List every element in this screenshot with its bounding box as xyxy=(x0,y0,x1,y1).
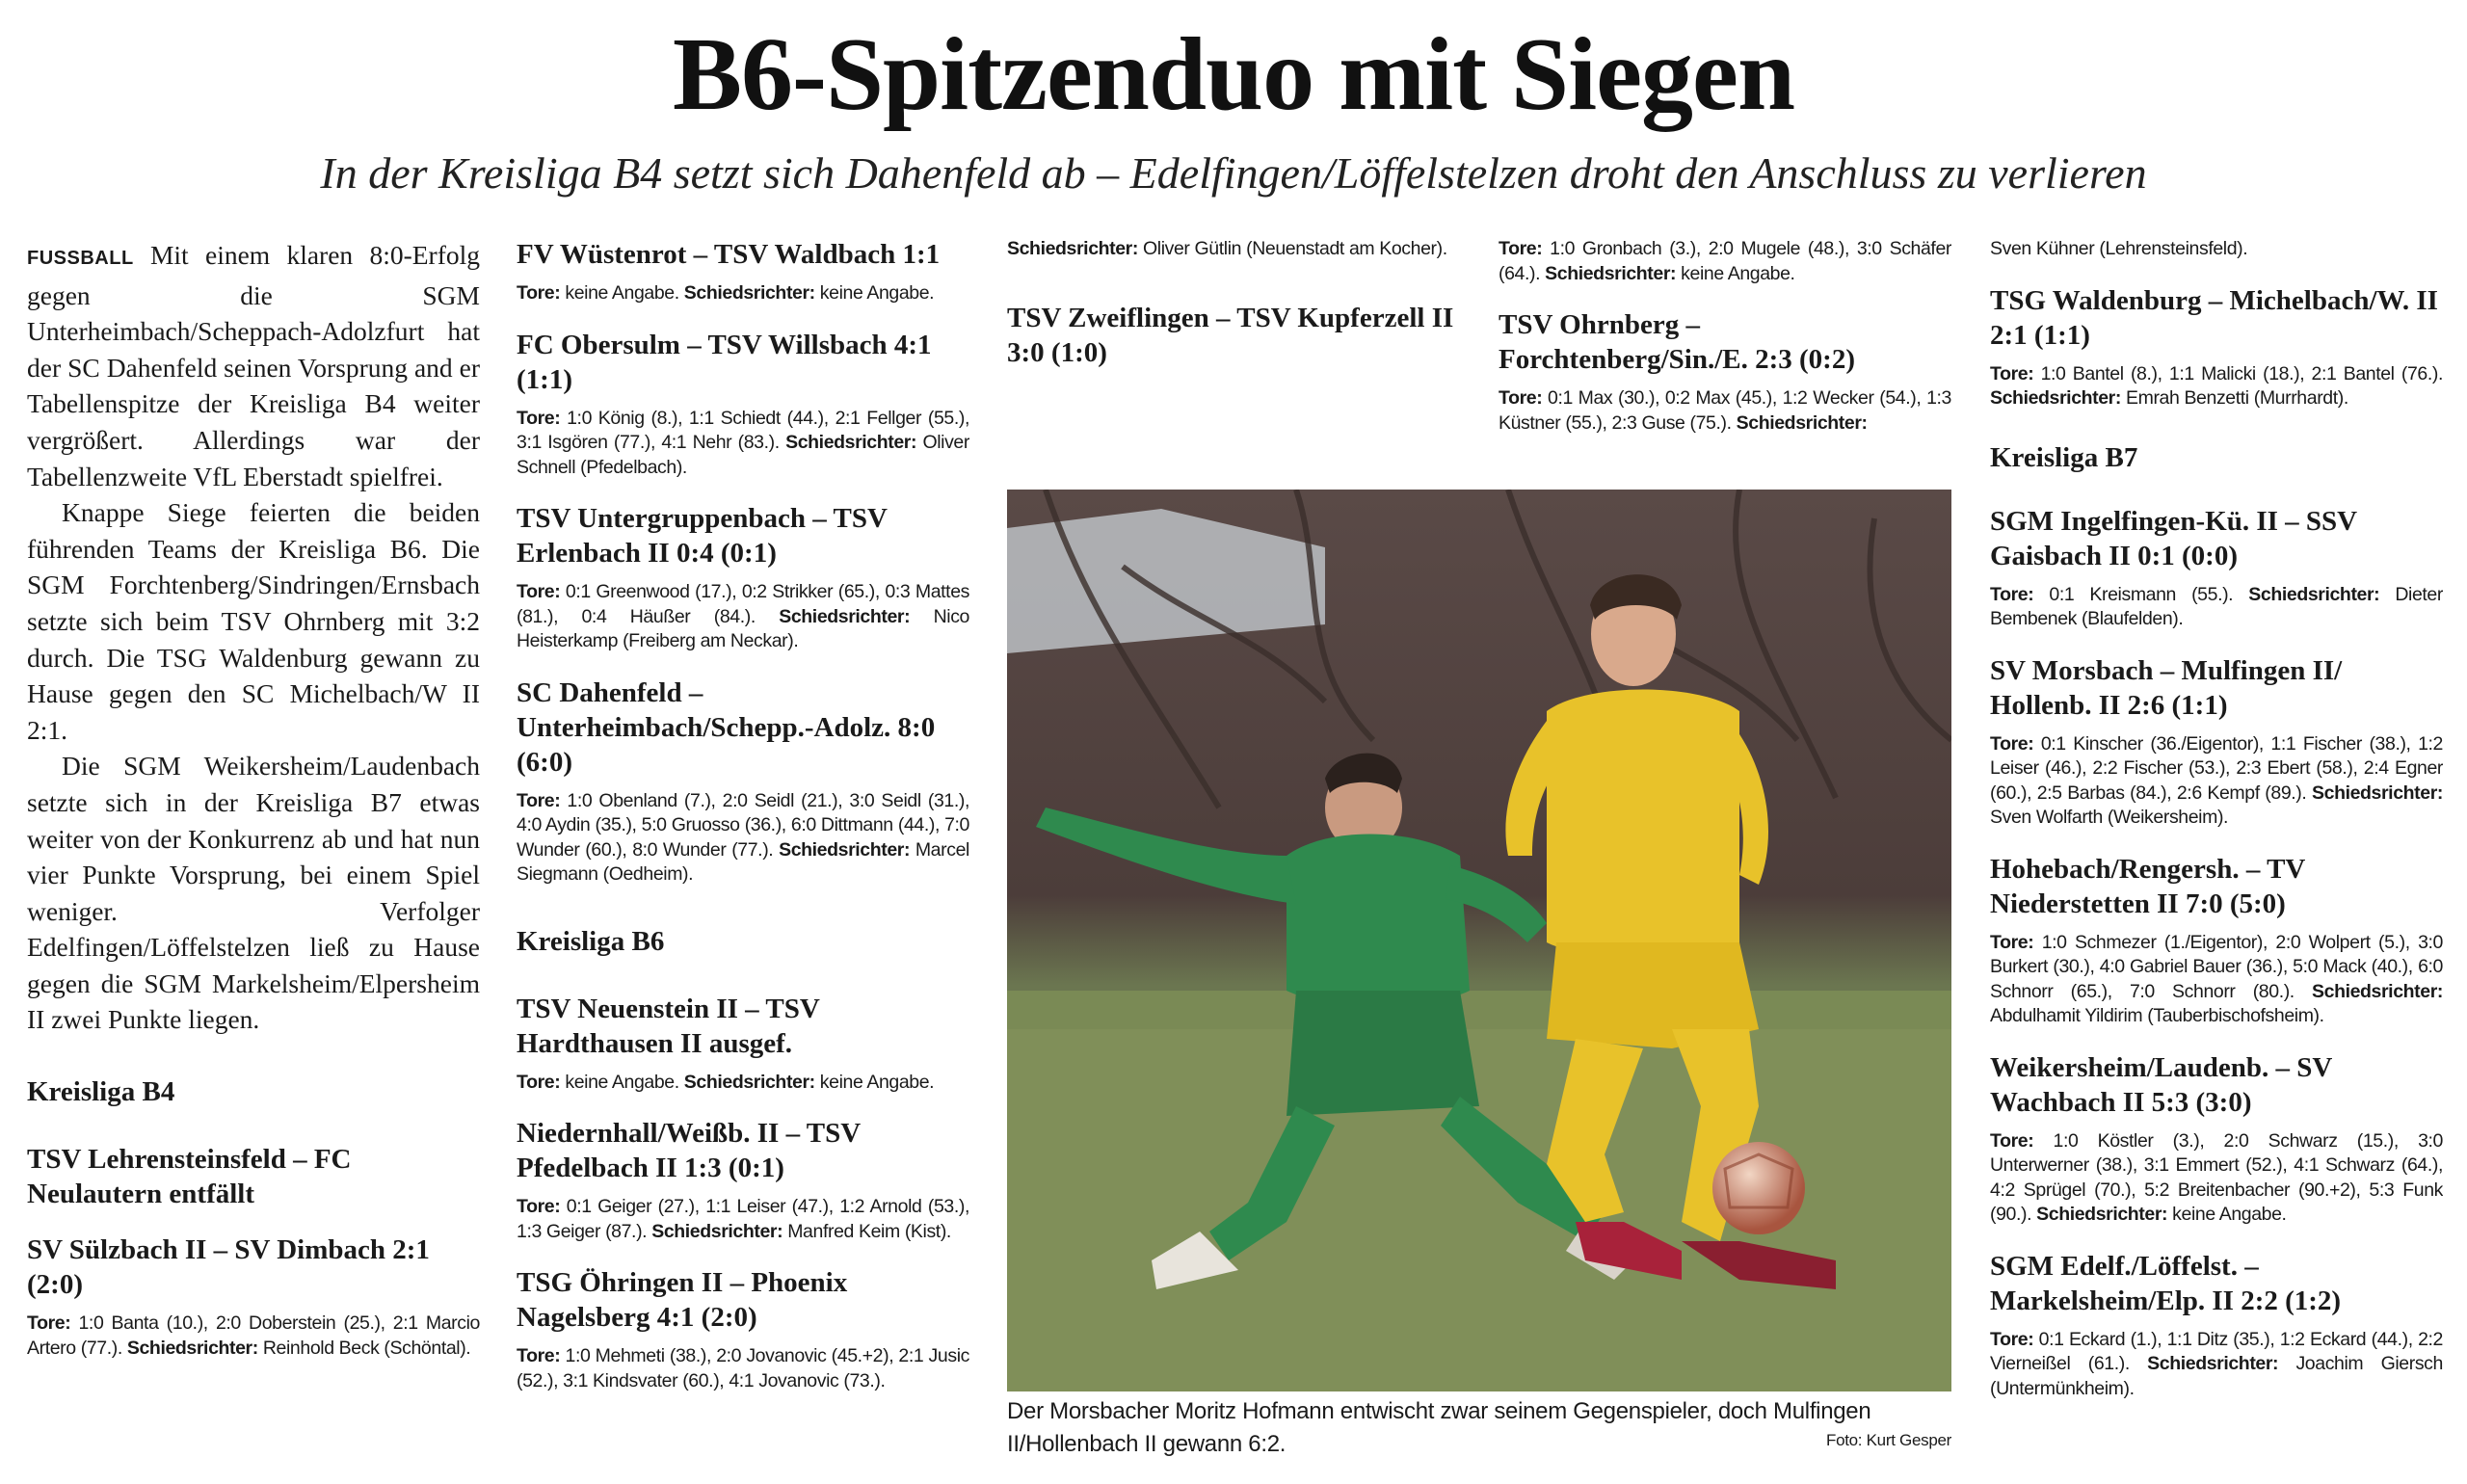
column-3a xyxy=(1007,237,1460,478)
match-info: Tore: 1:0 Bantel (8.), 1:1 Malicki (18.), 2:1 Bantel (76.). Schiedsrichter: Emrah Benzetti (Murrhardt). xyxy=(1990,362,2443,409)
match-info: Tore: 1:0 Obenland (7.), 2:0 Seidl (21.), 3:0 Seidl (31.), 4:0 Aydin (35.), 5:0 Gruosso (36.), 6:0 Dittmann (44.), 7:0 Wunder (60.), 8:0 Wunder (77.). Schiedsrichter: Marcel Siegmann (Oedheim). xyxy=(517,789,969,885)
match-info: Tore: 0:1 Geiger (27.), 1:1 Leiser (47.), 1:2 Arnold (53.), 1:3 Geiger (87.). Schiedsrichter: Manfred Keim (Kist). xyxy=(517,1196,969,1242)
match-title: TSG Öhringen II – Phoenix Nagelsberg 4:1 (2:0) xyxy=(517,1267,848,1333)
match-title: TSV Neuenstein II – TSV Hardthausen II ausgef. xyxy=(517,993,820,1059)
match-title: TSV Untergruppenbach – TSV Erlenbach II 0:4 (0:1) xyxy=(517,503,888,569)
match-block xyxy=(1990,653,2443,831)
match-info: Tore: 1:0 Köstler (3.), 2:0 Schwarz (15.), 3:0 Unterwerner (38.), 3:1 Emmert (52.), 4:1 Schwarz (64.), 4:2 Sprügel (70.), 5:2 Breitenbacher (90.+2), 5:3 Funk (90.). Schiedsrichter: keine Angabe. xyxy=(1990,1129,2443,1225)
match-info: Tore: 1:0 Mehmeti (38.), 2:0 Jovanovic (45.+2), 2:1 Jusic (52.), 3:1 Kindsvater (60.), 4:1 Jovanovic (73.). xyxy=(517,1345,969,1391)
match-info: Tore: keine Angabe. Schiedsrichter: keine Angabe. xyxy=(517,1071,935,1093)
match-block xyxy=(1990,283,2443,411)
match-title: SGM Edelf./Löffelst. – Markelsheim/Elp. II 2:2 (1:2) xyxy=(1990,1250,2342,1316)
section-kreisliga-b6: Kreisliga B6 xyxy=(517,925,665,957)
match-info: Tore: 0:1 Greenwood (17.), 0:2 Strikker (65.), 0:3 Mattes (81.), 0:4 Häußer (84.). Schiedsrichter: Nico Heisterkamp (Freiberg am Neckar). xyxy=(517,581,969,651)
section-kreisliga-b4: Kreisliga B4 xyxy=(27,1076,175,1108)
photo-caption: Der Morsbacher Moritz Hofmann entwischt zwar seinem Gegenspieler, doch Mulfingen II/Hollenbach II gewann 6:2. Foto: Kurt Gesper xyxy=(1007,1398,1951,1457)
match-title: Niedernhall/Weißb. II – TSV Pfedelbach II 1:3 (0:1) xyxy=(517,1118,861,1183)
match-block xyxy=(1990,1050,2443,1228)
match-block xyxy=(517,501,969,654)
match-info: Tore: 1:0 Gronbach (3.), 2:0 Mugele (48.), 3:0 Schäfer (64.). Schiedsrichter: keine Angabe. xyxy=(1499,238,1951,284)
match-info: Tore: keine Angabe. Schiedsrichter: keine Angabe. xyxy=(517,282,935,304)
article-paragraph-3: Die SGM Weikersheim/Laudenbach setzte sich in der Kreisliga B7 etwas weiter von der Konkurrenz ab und hat nun vier Punkte Vorsprung, bei einem Spiel weniger. Verfolger Edelfingen/Löffelstelzen ließ zu Hause gegen die SGM Markelsheim/Elpersheim II zwei Punkte liegen. xyxy=(27,751,480,1035)
match-block xyxy=(27,1142,480,1211)
football-photo-illustration xyxy=(1007,490,1951,1391)
match-block xyxy=(517,1265,969,1393)
match-block xyxy=(517,237,969,306)
column-1 xyxy=(27,237,480,1480)
match-info: Tore: 1:0 König (8.), 1:1 Schiedt (44.), 2:1 Fellger (55.), 3:1 Isgören (77.), 4:1 Nehr (83.). Schiedsrichter: Oliver Schnell (Pfedelbach). xyxy=(517,407,969,478)
match-title: TSV Ohrnberg – Forchtenberg/Sin./E. 2:3 (0:2) xyxy=(1499,309,1855,375)
match-block xyxy=(1990,852,2443,1029)
column-3b xyxy=(1499,237,1951,478)
match-block xyxy=(1990,1249,2443,1402)
match-info: Tore: 0:1 Max (30.), 0:2 Max (45.), 1:2 Wecker (54.), 1:3 Küstner (55.), 2:3 Guse (75.). Schiedsrichter: xyxy=(1499,387,1951,434)
match-info: Tore: 0:1 Eckard (1.), 1:1 Ditz (35.), 1:2 Eckard (44.), 2:2 Vierneißel (61.). Schiedsrichter: Joachim Giersch (Untermünkheim). xyxy=(1990,1328,2443,1399)
column-2 xyxy=(517,237,969,1480)
match-title: SV Sülzbach II – SV Dimbach 2:1 (2:0) xyxy=(27,1234,430,1301)
match-title: SV Morsbach – Mulfingen II/ Hollenb. II 2:6 (1:1) xyxy=(1990,654,2343,721)
match-block xyxy=(517,676,969,888)
column-4 xyxy=(1990,237,2443,1480)
match-title: TSV Lehrensteinsfeld – FC Neulautern entfällt xyxy=(27,1144,352,1210)
subline: In der Kreisliga B4 setzt sich Dahenfeld ab – Edelfingen/Löffelstelzen droht den Anschluss zu verlieren xyxy=(320,148,2147,198)
match-title: Weikersheim/Laudenb. – SV Wachbach II 5:3 (3:0) xyxy=(1990,1051,2332,1118)
match-info: Tore: 1:0 Banta (10.), 2:0 Doberstein (25.), 2:1 Marcio Artero (77.). Schiedsrichter: Reinhold Beck (Schöntal). xyxy=(27,1312,480,1359)
match-block xyxy=(517,992,969,1096)
match-block xyxy=(27,1232,480,1361)
match-info: Tore: 1:0 Schmezer (1./Eigentor), 2:0 Wolpert (5.), 3:0 Burkert (30.), 4:0 Gabriel Bauer (36.), 5:0 Mack (40.), 6:0 Schnorr (65.), 7:0 Schnorr (80.). Schiedsrichter: Abdulhamit Yildirim (Tauberbischofsheim). xyxy=(1990,931,2443,1026)
match-title: TSG Waldenburg – Michelbach/W. II 2:1 (1:1) xyxy=(1990,284,2438,351)
match-block xyxy=(1007,301,1460,370)
match-block xyxy=(1990,504,2443,632)
match-block xyxy=(517,328,969,481)
match-info: Schiedsrichter: Oliver Gütlin (Neuenstadt am Kocher). xyxy=(1007,238,1447,259)
article-paragraph-1: Mit einem klaren 8:0-Erfolg gegen die SGM Unterheimbach/Scheppach-Adolzfurt hat der SC Dahenfeld seinen Vorsprung and er Tabellenspitze der Kreisliga B4 weiter vergrößert. Allerdings war der Tabellenzweite VfL Eberstadt spielfrei. xyxy=(27,240,480,491)
headline: B6-Spitzenduo mit Siegen xyxy=(672,17,1795,132)
match-photo xyxy=(1007,490,1951,1391)
article-paragraph-2: Knappe Siege feierten die beiden führenden Teams der Kreisliga B6. Die SGM Forchtenberg/Sindringen/Ernsbach setzte sich beim TSV Ohrnberg mit 3:2 durch. Die TSG Waldenburg gewann zu Hause gegen den SC Michelbach/W II 2:1. xyxy=(27,497,480,745)
photo-credit: Foto: Kurt Gesper xyxy=(1825,1431,1951,1449)
match-title: FC Obersulm – TSV Willsbach 4:1 (1:1) xyxy=(517,329,932,395)
match-title: Hohebach/Rengersh. – TV Niederstetten II 7:0 (5:0) xyxy=(1990,853,2305,919)
match-info: Tore: 0:1 Kreismann (55.). Schiedsrichter: Dieter Bembenek (Blaufelden). xyxy=(1990,583,2443,629)
match-title: FV Wüstenrot – TSV Waldbach 1:1 xyxy=(517,239,941,270)
kicker: FUSSBALL xyxy=(27,248,134,269)
article-body xyxy=(27,237,480,1038)
section-kreisliga-b7: Kreisliga B7 xyxy=(1990,441,2138,473)
match-info: Tore: 0:1 Kinscher (36./Eigentor), 1:1 Fischer (38.), 1:2 Leiser (46.), 2:2 Fischer (53.), 2:3 Ebert (58.), 2:4 Egner (60.), 2:5 Barbas (84.), 2:6 Kempf (89.). Schiedsrichter: Sven Wolfarth (Weikersheim). xyxy=(1990,732,2443,828)
match-block xyxy=(517,1116,969,1244)
match-title: TSV Zweiflingen – TSV Kupferzell II 3:0 (1:0) xyxy=(1007,302,1454,368)
match-title: SGM Ingelfingen-Kü. II – SSV Gaisbach II 0:1 (0:0) xyxy=(1990,505,2357,571)
match-info: Sven Kühner (Lehrensteinsfeld). xyxy=(1990,238,2248,259)
match-title: SC Dahenfeld – Unterheimbach/Schepp.-Adolz. 8:0 (6:0) xyxy=(517,676,936,778)
match-block xyxy=(1499,307,1951,436)
